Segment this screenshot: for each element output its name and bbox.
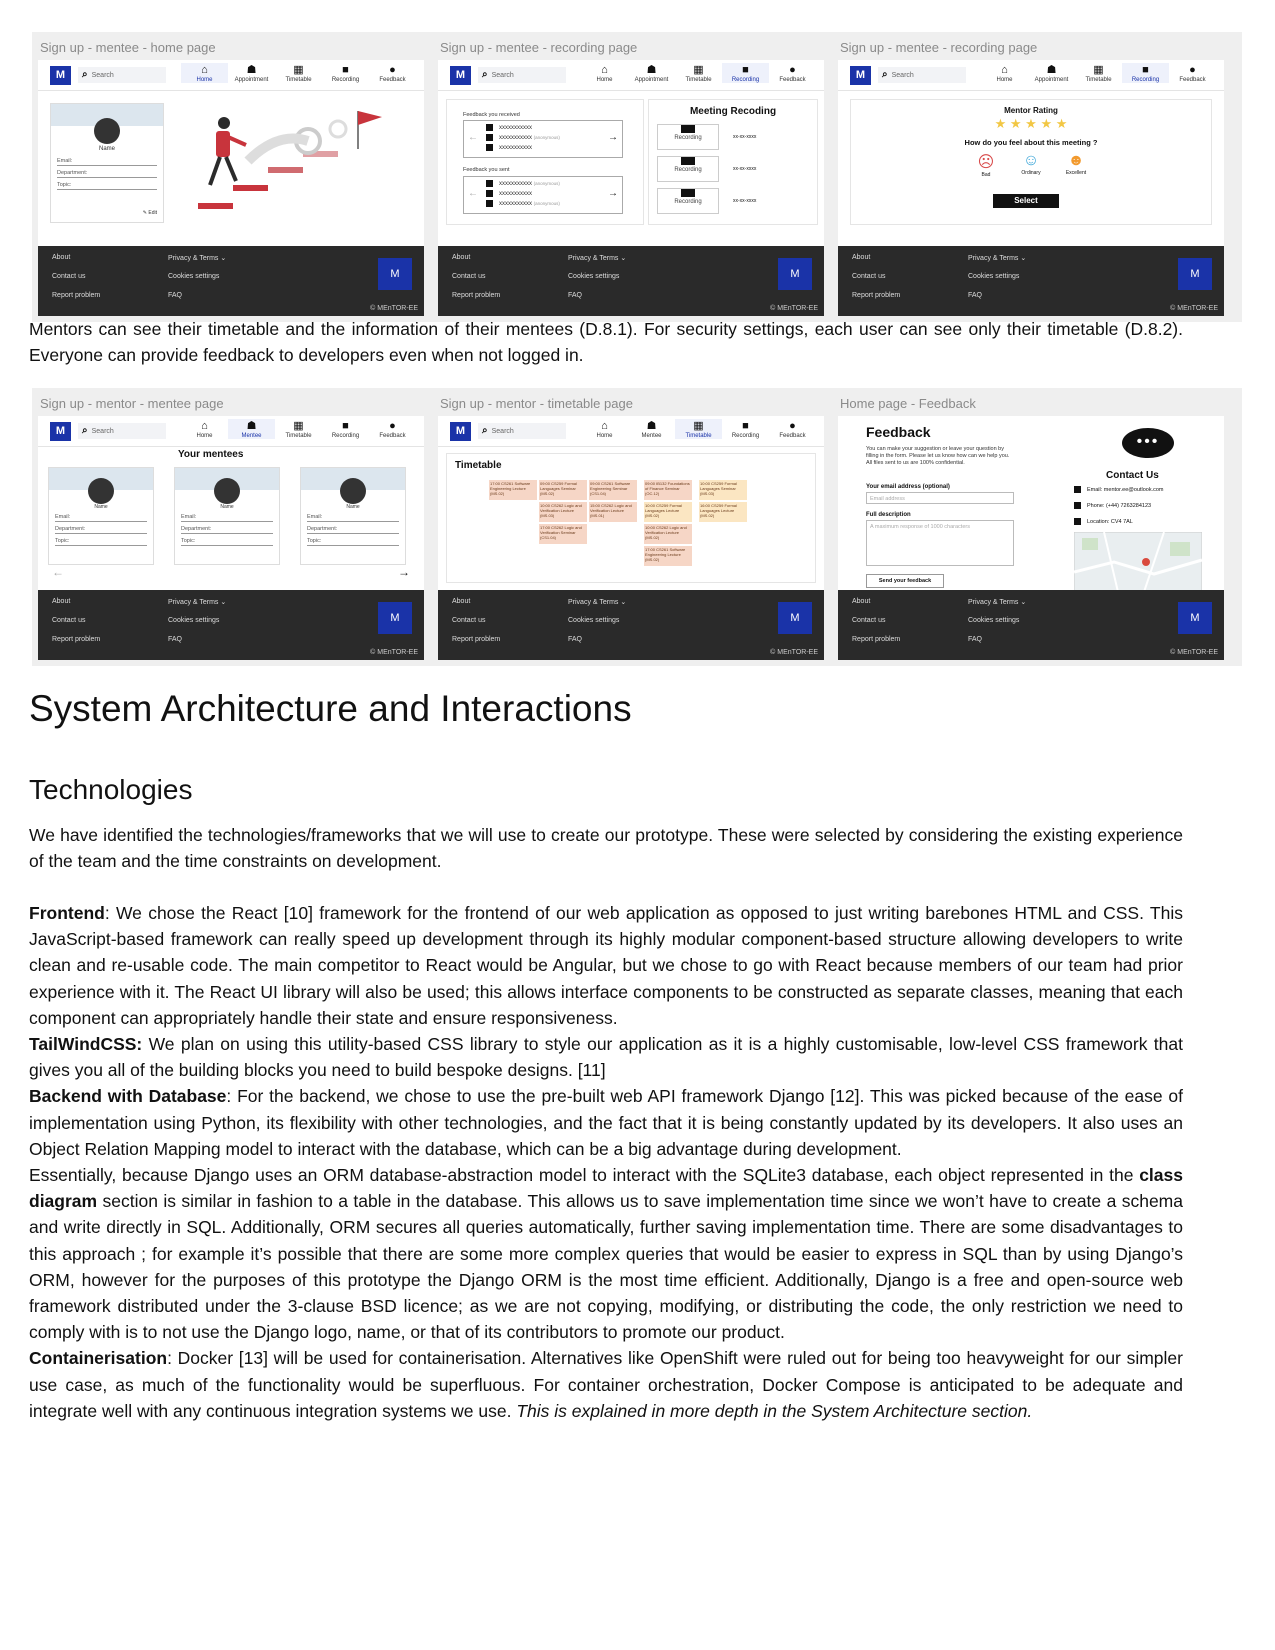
- footer-contact-link[interactable]: Contact us: [452, 617, 486, 624]
- home-icon: ⌂: [601, 64, 608, 76]
- search-input[interactable]: [478, 67, 566, 83]
- footer-about-link[interactable]: About: [852, 254, 871, 261]
- navbar: [438, 60, 824, 91]
- people-icon: ☗: [246, 64, 257, 76]
- people-icon: ☗: [646, 64, 657, 76]
- backend-paragraph: [29, 1083, 1183, 1162]
- footer-copyright: © MEnTOR-EE: [370, 305, 418, 312]
- panel-title: Sign up - mentee - recording page: [440, 40, 638, 55]
- footer-copyright: © MEnTOR-EE: [770, 649, 818, 656]
- email-label: Your email address (optional): [866, 484, 950, 490]
- tab-label: Timetable: [285, 433, 312, 439]
- search-placeholder: Search: [891, 72, 914, 79]
- tab-appointment[interactable]: [1028, 63, 1075, 83]
- footer: [38, 246, 424, 316]
- excellent-option[interactable]: ☻ Excellent: [1061, 152, 1091, 176]
- profile-card: [50, 103, 164, 223]
- ui-frame: [438, 60, 824, 316]
- camera-icon: ■: [742, 420, 749, 432]
- nav-tabs: [981, 63, 1216, 83]
- chat-icon: ●: [789, 64, 796, 76]
- tab-label: Mentee: [641, 433, 662, 439]
- arrow-left-icon[interactable]: ←: [52, 565, 64, 579]
- footer-logo: M: [378, 602, 412, 634]
- recording-date: xx-xx-xxxx: [733, 134, 757, 140]
- footer-copyright: © MEnTOR-EE: [1170, 305, 1218, 312]
- tab-feedback[interactable]: [769, 419, 816, 439]
- timetable-event[interactable]: 09:00 CS259 Formal Languages Seminar (MS.02): [539, 480, 587, 500]
- tab-feedback[interactable]: [1169, 63, 1216, 83]
- list-item: xxxxxxxxxxx (anonymous): [486, 134, 622, 141]
- panel-mentor-timetable: [438, 394, 824, 660]
- docker-note: This is explained in more depth in the System Architecture section.: [516, 1400, 1033, 1421]
- list-item: xxxxxxxxxxx: [486, 190, 622, 197]
- search-placeholder: Search: [91, 72, 114, 79]
- people-icon: ☗: [246, 420, 257, 432]
- tab-label: Recording: [331, 433, 360, 439]
- recording-card: [648, 99, 818, 225]
- panel-mentee-recording: [438, 38, 824, 316]
- camera-icon: ■: [342, 64, 349, 76]
- tab-label: Feedback: [1179, 77, 1206, 83]
- tailwind-text: We plan on using this utility-based CSS library to style our application as it is a highly customisable, low-level CSS framework that gives you all of the building blocks you need to build bespoke designs. [11]: [29, 1034, 1183, 1081]
- footer-copyright: © MEnTOR-EE: [770, 305, 818, 312]
- email-icon: [1074, 486, 1081, 493]
- tab-label: Appointment: [234, 77, 269, 83]
- calendar-icon: ▦: [693, 420, 704, 432]
- panel-mentee-rating: [838, 38, 1224, 316]
- search-icon: ⌕: [482, 69, 488, 80]
- panel-title: Sign up - mentor - timetable page: [440, 396, 633, 411]
- tab-label: Feedback: [779, 77, 806, 83]
- panel-title: Home page - Feedback: [840, 396, 976, 411]
- tab-recording[interactable]: [722, 63, 769, 83]
- tab-mentee[interactable]: [228, 419, 275, 439]
- contact-email: Email: mentor.ee@outlook.com: [1074, 486, 1164, 493]
- tab-recording[interactable]: [722, 419, 769, 439]
- tab-label: Timetable: [1085, 77, 1112, 83]
- footer-faq-link[interactable]: FAQ: [568, 292, 583, 299]
- bad-option[interactable]: ☹ Bad: [971, 152, 1001, 178]
- footer-copyright: © MEnTOR-EE: [370, 649, 418, 656]
- tab-timetable[interactable]: [275, 63, 322, 83]
- recording-date: xx-xx-xxxx: [733, 166, 757, 172]
- tab-label: Recording: [331, 77, 360, 83]
- tab-label: Feedback: [379, 77, 406, 83]
- home-icon: ⌂: [1001, 64, 1008, 76]
- timetable-event[interactable]: 10:00 CS262 Logic and Verification Lecture (MS.02): [644, 524, 692, 544]
- feedback-list-card: [446, 99, 644, 225]
- camera-icon: [681, 157, 695, 165]
- logo[interactable]: M: [450, 66, 471, 85]
- search-input[interactable]: [878, 67, 966, 83]
- tab-timetable[interactable]: [675, 63, 722, 83]
- tab-appointment[interactable]: [228, 63, 275, 83]
- calendar-icon: ▦: [293, 64, 304, 76]
- recording-heading: Meeting Recoding: [689, 106, 777, 117]
- page-body: [838, 416, 1224, 590]
- tab-label: Home: [596, 77, 613, 83]
- calendar-icon: ▦: [293, 420, 304, 432]
- section-heading: System Architecture and Interactions: [29, 688, 632, 729]
- list-item: xxxxxxxxxxx: [486, 144, 622, 151]
- nav-tabs: [581, 419, 816, 439]
- camera-icon: [681, 125, 695, 133]
- docker-text: : Docker [13] will be used for containerisation. Alternatives like OpenShift were ruled out for being too heavyweight for our simpler use case, as much of the functionality would be superfluous. For container orchestration, Docker Compose is anticipated to be adequate and integrate well with any continuous integration systems we use.: [29, 1348, 1183, 1421]
- arrow-left-icon[interactable]: ←: [468, 188, 478, 199]
- wireframe-strip-top: [32, 32, 1242, 322]
- ui-frame: [838, 60, 1224, 316]
- footer-cookies-link[interactable]: Cookies settings: [968, 273, 1020, 280]
- tab-mentee[interactable]: [628, 419, 675, 439]
- arrow-right-icon[interactable]: →: [608, 188, 618, 199]
- tab-home[interactable]: [581, 419, 628, 439]
- timetable-card: [446, 453, 816, 583]
- list-item: xxxxxxxxxxx (anonymous): [486, 200, 622, 207]
- rating-heading: Mentor Rating: [1004, 106, 1058, 115]
- nav-tabs: [181, 63, 416, 83]
- footer-faq-link[interactable]: FAQ: [568, 636, 583, 643]
- contact-location: Location: CV4 7AL: [1074, 518, 1133, 525]
- avatar-icon: [214, 478, 240, 504]
- send-feedback-button[interactable]: Send your feedback: [866, 574, 944, 588]
- footer-report-link[interactable]: Report problem: [52, 636, 101, 643]
- panel-title: Sign up - mentee - recording page: [840, 40, 1038, 55]
- list-item: xxxxxxxxxxx: [486, 124, 622, 131]
- footer-copyright: © MEnTOR-EE: [1170, 649, 1218, 656]
- footer-report-link[interactable]: Report problem: [452, 636, 501, 643]
- chat-icon: ●: [389, 64, 396, 76]
- footer-logo: M: [778, 602, 812, 634]
- panel-title: Sign up - mentee - home page: [40, 40, 216, 55]
- avatar-icon: [88, 478, 114, 504]
- recording-item[interactable]: Recording: [657, 188, 719, 214]
- avatar-icon: [340, 478, 366, 504]
- search-input[interactable]: [78, 67, 166, 83]
- logo[interactable]: M: [50, 66, 71, 85]
- footer-about-link[interactable]: About: [52, 598, 71, 605]
- tab-recording[interactable]: [322, 63, 369, 83]
- footer-cookies-link[interactable]: Cookies settings: [968, 617, 1020, 624]
- tab-timetable[interactable]: [1075, 63, 1122, 83]
- home-icon: ⌂: [201, 64, 208, 76]
- arrow-right-icon[interactable]: →: [608, 132, 618, 143]
- footer-report-link[interactable]: Report problem: [452, 292, 501, 299]
- feedback-heading: Feedback: [866, 424, 931, 440]
- page-body: [38, 447, 424, 590]
- page-body: [438, 91, 824, 246]
- tab-home[interactable]: [181, 419, 228, 439]
- mentee-card[interactable]: Name Email: Department: Topic:: [300, 467, 406, 565]
- sad-face-icon: ☹: [977, 154, 995, 171]
- panel-mentee-home: [38, 38, 424, 316]
- panel-home-feedback: [838, 394, 1224, 660]
- feedback-sent-box[interactable]: [463, 176, 623, 214]
- logo[interactable]: M: [850, 66, 871, 85]
- figure-caption: Mentors can see their timetable and the information of their mentees (D.8.1). For security settings, each user can see only their timetable (D.8.2). Everyone can provide feedback to developers even when not logged in.: [29, 319, 1183, 365]
- footer: [438, 246, 824, 316]
- tailwind-label: TailWindCSS:: [29, 1034, 143, 1055]
- neutral-face-icon: ☺: [1022, 152, 1040, 169]
- footer-about-link[interactable]: About: [452, 598, 471, 605]
- footer-logo: M: [378, 258, 412, 290]
- timetable-event[interactable]: 09:00 CS261 Software Engineering Seminar (CS1.04): [589, 480, 637, 500]
- chat-icon: ●: [389, 420, 396, 432]
- orm-text-a: Essentially, because Django uses an ORM database-abstraction model to interact with the SQLite3 database, each object represented in the: [29, 1165, 1140, 1186]
- tab-feedback[interactable]: [769, 63, 816, 83]
- contact-heading: Contact Us: [1106, 470, 1159, 481]
- mentee-card[interactable]: Name Email: Department: Topic:: [174, 467, 280, 565]
- tab-label: Timetable: [285, 77, 312, 83]
- map-image[interactable]: [1074, 532, 1202, 592]
- camera-icon: ■: [1142, 64, 1149, 76]
- footer-report-link[interactable]: Report problem: [852, 636, 901, 643]
- footer-about-link[interactable]: About: [52, 254, 71, 261]
- footer-privacy-link[interactable]: Privacy & Terms ⌄: [568, 255, 627, 262]
- footer: [38, 590, 424, 660]
- calendar-icon: ▦: [1093, 64, 1104, 76]
- frontend-label: Frontend: [29, 903, 105, 923]
- arrow-right-icon[interactable]: →: [398, 565, 410, 579]
- tab-label: Timetable: [685, 77, 712, 83]
- nav-tabs: [581, 63, 816, 83]
- mentees-heading: Your mentees: [178, 449, 244, 460]
- search-placeholder: Search: [491, 428, 514, 435]
- subsection-heading: Technologies: [29, 774, 193, 805]
- chat-icon: ●: [789, 420, 796, 432]
- home-icon: ⌂: [601, 420, 608, 432]
- logo[interactable]: M: [50, 422, 71, 441]
- email-input[interactable]: [866, 492, 1014, 504]
- search-placeholder: Search: [91, 428, 114, 435]
- tab-label: Recording: [731, 433, 760, 439]
- footer: [838, 590, 1224, 660]
- tailwind-paragraph: [29, 1031, 1183, 1083]
- description-textarea[interactable]: [866, 520, 1014, 566]
- footer-privacy-link[interactable]: Privacy & Terms ⌄: [568, 599, 627, 606]
- docker-paragraph: [29, 1345, 1183, 1424]
- tab-label: Mentee: [241, 433, 262, 439]
- footer-contact-link[interactable]: Contact us: [852, 617, 886, 624]
- panel-mentor-mentee: [38, 394, 424, 660]
- footer-cookies-link[interactable]: Cookies settings: [568, 617, 620, 624]
- feedback-sent-label: Feedback you sent: [463, 167, 510, 173]
- tab-label: Appointment: [634, 77, 669, 83]
- class-diagram-ref: class diagram: [29, 1165, 1183, 1212]
- location-icon: [1074, 518, 1081, 525]
- frontend-paragraph: [29, 900, 1183, 1031]
- email-field: Email:: [57, 158, 157, 166]
- footer-contact-link[interactable]: Contact us: [452, 273, 486, 280]
- footer-privacy-link[interactable]: Privacy & Terms ⌄: [168, 255, 227, 262]
- page-body: [38, 91, 424, 246]
- tab-recording[interactable]: [322, 419, 369, 439]
- rating-card: [850, 99, 1212, 225]
- logo[interactable]: M: [450, 422, 471, 441]
- technologies-body: [29, 900, 1183, 1424]
- people-icon: ☗: [1046, 64, 1057, 76]
- timetable-event[interactable]: 10:00 CS259 Formal Languages Lecture (MS.02): [644, 502, 692, 522]
- search-input[interactable]: [78, 423, 166, 439]
- tab-timetable[interactable]: [275, 419, 322, 439]
- footer-contact-link[interactable]: Contact us: [52, 617, 86, 624]
- chat-icon: ●: [1189, 64, 1196, 76]
- footer-cookies-link[interactable]: Cookies settings: [568, 273, 620, 280]
- footer-report-link[interactable]: Report problem: [852, 292, 901, 299]
- description-label: Full description: [866, 512, 911, 518]
- tab-label: Home: [196, 77, 213, 83]
- footer-faq-link[interactable]: FAQ: [168, 292, 183, 299]
- tab-label: Home: [196, 433, 213, 439]
- tab-appointment[interactable]: [628, 63, 675, 83]
- ui-frame: [838, 416, 1224, 660]
- happy-face-icon: ☻: [1067, 152, 1085, 169]
- recording-date: xx-xx-xxxx: [733, 198, 757, 204]
- search-icon: ⌕: [482, 425, 488, 436]
- page-body: [438, 447, 824, 590]
- tab-label: Recording: [731, 77, 760, 83]
- avatar-icon: [94, 118, 120, 144]
- footer-report-link[interactable]: Report problem: [52, 292, 101, 299]
- feedback-intro: You can make your suggestion or leave your question by filling in the form. Please let us know how can we help you. All files sent to us are 100% confidential.: [866, 446, 1010, 466]
- navbar: [38, 416, 424, 447]
- footer-contact-link[interactable]: Contact us: [52, 273, 86, 280]
- backend-text: : For the backend, we chose to use the pre-built web API framework Django [12]. This was picked because of the ease of implementation using Python, its flexibility with other technologies, and the fact that it is being constantly updated by its developers. It also uses an Object Relation Mapping model to interact with the database, which can be a big advantage during development.: [29, 1086, 1183, 1159]
- camera-icon: [681, 189, 695, 197]
- footer-faq-link[interactable]: FAQ: [168, 636, 183, 643]
- profile-name: Name: [98, 146, 115, 152]
- mentee-card[interactable]: Name Email: Department: Topic:: [48, 467, 154, 565]
- feedback-received-box[interactable]: [463, 120, 623, 158]
- footer-privacy-link[interactable]: Privacy & Terms ⌄: [968, 599, 1027, 606]
- ui-frame: [38, 60, 424, 316]
- intro-text: We have identified the technologies/frameworks that we will use to create our prototype. These were selected by considering the existing experience of the team and the time constraints on development.: [29, 825, 1183, 872]
- illustration-climbing-stairs: [188, 101, 408, 226]
- wireframe-strip-bottom: [32, 388, 1242, 666]
- search-icon: ⌕: [82, 69, 88, 80]
- tab-recording[interactable]: [1122, 63, 1169, 83]
- footer-contact-link[interactable]: Contact us: [852, 273, 886, 280]
- footer-about-link[interactable]: About: [452, 254, 471, 261]
- search-icon: ⌕: [882, 69, 888, 80]
- backend-label: Backend with Database: [29, 1086, 227, 1107]
- tab-label: Appointment: [1034, 77, 1069, 83]
- footer: [838, 246, 1224, 316]
- ui-frame: [438, 416, 824, 660]
- timetable-event[interactable]: 17:00 CS262 Logic and Verification Seminar (CS1.04): [539, 524, 587, 544]
- speech-bubble-icon: •••: [1122, 428, 1174, 458]
- timetable-event[interactable]: 17:00 CS261 Software Engineering Lecture (MS.02): [644, 546, 692, 566]
- tab-timetable[interactable]: [675, 419, 722, 439]
- tab-label: Feedback: [779, 433, 806, 439]
- footer-about-link[interactable]: About: [852, 598, 871, 605]
- timetable-event[interactable]: 15:00 CS262 Logic and Verification Lecture (MS.01): [589, 502, 637, 522]
- footer-logo: M: [1178, 602, 1212, 634]
- timetable-event[interactable]: 09:00 IB132 Foundations of Finance Seminar (OC.12): [644, 480, 692, 500]
- search-input[interactable]: [478, 423, 566, 439]
- arrow-left-icon[interactable]: ←: [468, 132, 478, 143]
- search-placeholder: Search: [491, 72, 514, 79]
- panel-title: Sign up - mentor - mentee page: [40, 396, 224, 411]
- feedback-received-label: Feedback you received: [463, 112, 520, 118]
- tab-home[interactable]: [181, 63, 228, 83]
- edit-icon: ✎: [142, 210, 149, 216]
- camera-icon: ■: [742, 64, 749, 76]
- tab-home[interactable]: [581, 63, 628, 83]
- tab-feedback[interactable]: [369, 63, 416, 83]
- footer-logo: M: [1178, 258, 1212, 290]
- nav-tabs: [181, 419, 416, 439]
- footer-faq-link[interactable]: FAQ: [968, 292, 983, 299]
- footer-faq-link[interactable]: FAQ: [968, 636, 983, 643]
- tab-label: Home: [996, 77, 1013, 83]
- tab-home[interactable]: [981, 63, 1028, 83]
- footer-logo: M: [778, 258, 812, 290]
- footer-cookies-link[interactable]: Cookies settings: [168, 617, 220, 624]
- select-button[interactable]: Select: [993, 194, 1059, 208]
- tab-feedback[interactable]: [369, 419, 416, 439]
- home-icon: ⌂: [201, 420, 208, 432]
- edit-button[interactable]: [143, 210, 157, 216]
- tab-label: Feedback: [379, 433, 406, 439]
- rating-question: How do you feel about this meeting ?: [964, 138, 1098, 147]
- calendar-icon: ▦: [693, 64, 704, 76]
- description-placeholder: A maximum response of 1000 characters: [870, 524, 970, 530]
- camera-icon: ■: [342, 420, 349, 432]
- tab-label: Home: [596, 433, 613, 439]
- footer-privacy-link[interactable]: Privacy & Terms ⌄: [168, 599, 227, 606]
- docker-label: Containerisation: [29, 1348, 168, 1369]
- navbar: [38, 60, 424, 91]
- frontend-text: : We chose the React [10] framework for the frontend of our web application as opposed to just writing barebones HTML and CSS. This JavaScript-based framework can really speed up development through its highly modular component-based structure allowing developers to write clean and re-usable code. The main competitor to React would be Angular, but we chose to go with React because members of our team had prior experience with it. The React UI library will also be used; this allows interface components to be constructed as separate classes, meaning that each component can appropriately handle their state and ensure responsiveness.: [29, 903, 1183, 1028]
- timetable-event[interactable]: 16:00 CS259 Formal Languages Lecture (MS.02): [699, 502, 747, 522]
- timetable-event[interactable]: 17:00 CS261 Software Engineering Lecture (MS.02): [489, 480, 537, 500]
- star-rating[interactable]: ★ ★ ★ ★ ★: [994, 116, 1068, 131]
- intro-paragraph: [29, 822, 1183, 874]
- search-icon: ⌕: [82, 425, 88, 436]
- recording-item[interactable]: Recording: [657, 124, 719, 150]
- list-item: xxxxxxxxxxx (anonymous): [486, 180, 622, 187]
- orm-text-b: section is similar in fashion to a table in the database. This allows us to save implementation time since we won’t have to create a schema and write directly in SQL. Additionally, ORM secures all queries automatically, further saving implementation time. There are some disadvantages to this approach ; for example it’s possible that there are some more complex queries that would be easier to express in SQL than by using Django’s ORM, however for the purposes of this prototype the Django ORM is the most time efficient. Additionally, Django is a free and open-source web framework distributed under the 3-clause BSD licence; as we are not copying, modifying, or distributing the code, the only restriction we need to comply with is to not use the Django logo, name, or that of its contributors to promote our product.: [29, 1191, 1183, 1343]
- edit-label: Edit: [148, 210, 157, 216]
- timetable-event[interactable]: 10:00 CS262 Logic and Verification Lecture (MS.03): [539, 502, 587, 522]
- footer: [438, 590, 824, 660]
- timetable-heading: Timetable: [455, 460, 502, 471]
- department-field: Department:: [57, 170, 157, 178]
- phone-icon: [1074, 502, 1081, 509]
- topic-field: Topic:: [57, 182, 157, 190]
- tab-label: Recording: [1131, 77, 1160, 83]
- orm-paragraph: [29, 1162, 1183, 1345]
- contact-phone: Phone: (+44) 7263284123: [1074, 502, 1151, 509]
- ui-frame: [38, 416, 424, 660]
- navbar: [438, 416, 824, 447]
- tab-label: Timetable: [685, 433, 712, 439]
- footer-cookies-link[interactable]: Cookies settings: [168, 273, 220, 280]
- page-body: [838, 91, 1224, 246]
- ordinary-option[interactable]: ☺ Ordinary: [1016, 152, 1046, 176]
- email-placeholder: Email address: [870, 496, 905, 502]
- timetable-event[interactable]: 10:00 CS259 Formal Languages Seminar (MS.03): [699, 480, 747, 500]
- footer-privacy-link[interactable]: Privacy & Terms ⌄: [968, 255, 1027, 262]
- people-icon: ☗: [646, 420, 657, 432]
- navbar: [838, 60, 1224, 91]
- recording-item[interactable]: Recording: [657, 156, 719, 182]
